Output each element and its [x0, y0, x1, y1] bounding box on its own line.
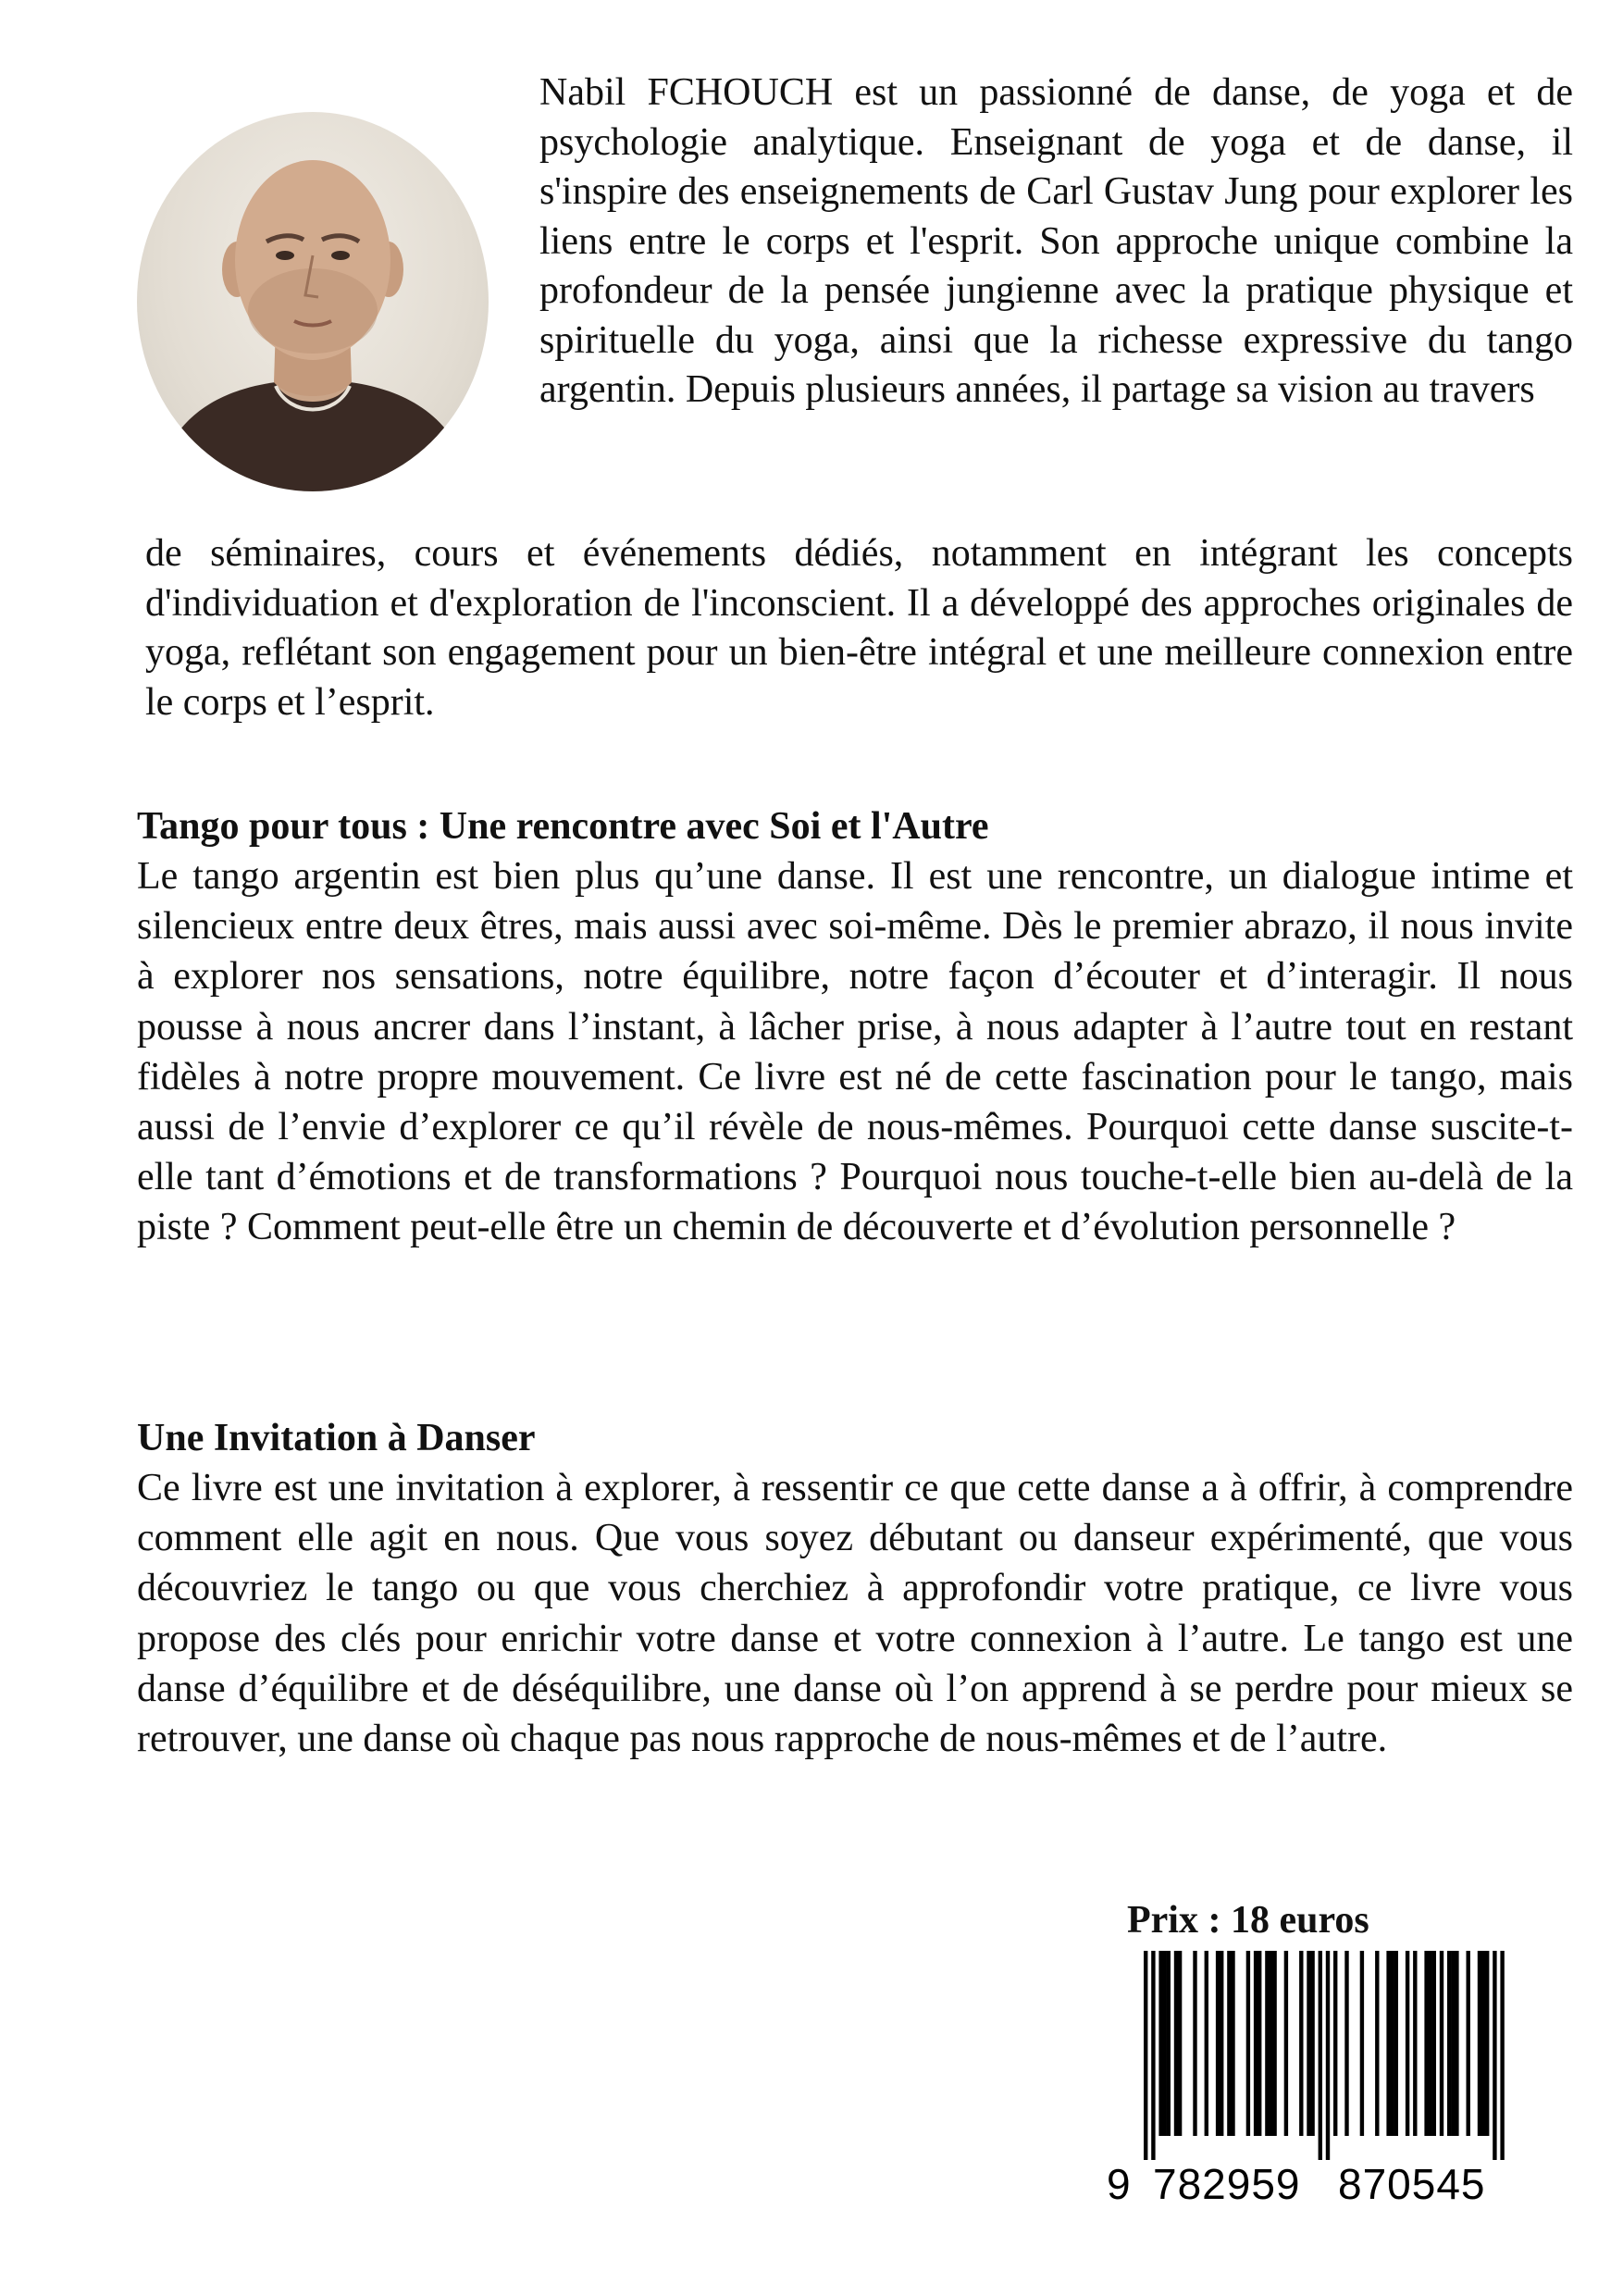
section-tango-pour-tous — [137, 801, 1573, 1253]
barcode-bar — [1205, 1951, 1208, 2136]
barcode-bar — [1360, 1951, 1364, 2136]
barcode-bar — [1258, 1951, 1261, 2136]
author-portrait-icon — [137, 112, 489, 491]
author-bio-intro: Nabil FCHOUCH est un passionné de danse, de yoga et de psychologie analytique. Enseignant de yoga et de danse, il s'inspire des enseignements de Carl Gustav Jung pour explorer les liens entre le corps et l'esprit. Son approche unique combine la profondeur de la pensée jungienne avec la pratique physique et spirituelle du yoga, ainsi que la richesse expressive du tango argentin. Depuis plusieurs années, il partage sa vision au travers — [539, 71, 1573, 411]
barcode-bar — [1481, 1951, 1485, 2136]
barcode-bar — [1333, 1951, 1337, 2136]
barcode-bar — [1432, 1951, 1436, 2136]
barcode-bar — [1485, 1951, 1489, 2136]
barcode-bar — [1284, 1951, 1288, 2136]
barcode-bar — [1451, 1951, 1455, 2136]
barcode-bar — [1391, 1951, 1394, 2136]
barcode-bar — [1158, 1951, 1162, 2136]
barcode-number — [1105, 2156, 1512, 2212]
barcode-bar — [1447, 1951, 1451, 2136]
barcode-bar — [1254, 1951, 1258, 2136]
barcode-bar — [1269, 1951, 1272, 2136]
author-bio-continued: de séminaires, cours et événements dédiés, notamment en intégrant les concepts d'individuation et d'exploration de l'inconscient. Il a développé des approches originales de yoga, reflétant son engagement pour un bien-être intégral et une meilleure connexion entre le corps et l’esprit. — [145, 532, 1573, 724]
barcode-bar — [1231, 1951, 1234, 2136]
barcode-bar — [1493, 1951, 1496, 2160]
barcode-bar — [1272, 1951, 1276, 2136]
section-body: Ce livre est une invitation à explorer, à ressentir ce que cette danse a à offrir, à comprendre comment elle agit en nous. Que vous soyez débutant ou danseur expérimenté, que vous découvriez le tango ou que vous cherchiez à approfondir votre pratique, ce livre vous propose des clés pour enrichir votre danse et votre connexion à l’autre. Le tango est une danse d’équilibre et de déséquilibre, une danse où l’on apprend à se perdre pour mieux se retrouver, une danse où chaque pas nous rapproche de nous-mêmes et de l’autre. — [137, 1467, 1573, 1761]
barcode-bar — [1220, 1951, 1223, 2136]
barcode-bar — [1478, 1951, 1481, 2136]
barcode-bar — [1307, 1951, 1310, 2136]
barcode-digit-first: 9 — [1107, 2160, 1131, 2208]
barcode-bar — [1326, 1951, 1330, 2160]
section-invitation-a-danser — [137, 1413, 1573, 1764]
barcode-bar — [1467, 1951, 1470, 2136]
barcode-bar — [1319, 1951, 1322, 2160]
price-label: Prix : 18 euros — [1127, 1899, 1369, 1942]
barcode-bar — [1151, 1951, 1155, 2160]
section-title: Tango pour tous : Une rencontre avec Soi et l'Autre — [137, 805, 989, 848]
barcode-bar — [1500, 1951, 1504, 2160]
barcode-bar — [1386, 1951, 1390, 2136]
barcode-bar — [1193, 1951, 1196, 2136]
barcode-bar — [1265, 1951, 1269, 2136]
barcode-bar — [1375, 1951, 1379, 2136]
barcode-bar — [1394, 1951, 1398, 2136]
barcode-digits-right: 870545 — [1338, 2160, 1486, 2208]
section-body: Le tango argentin est bien plus qu’une danse. Il est une rencontre, un dialogue intime et silencieux entre deux êtres, mais aussi avec soi-même. Dès le premier abrazo, il nous invite à explorer nos sensations, notre équilibre, notre façon d’écouter et d’interagir. Il nous pousse à nous ancrer dans l’instant, à lâcher prise, à nous adapter à l’autre tout en restant fidèles à notre propre mouvement. Ce livre est né de cette fascination pour le tango, mais aussi de l’envie d’explorer ce qu’il révèle de nous-mêmes. Pourquoi cette danse suscite-t-elle tant d’émotions et de transformations ? Pourquoi nous touche-t-elle bien au-delà de la piste ? Comment peut-elle être un chemin de découverte et d’évolution personnelle ? — [137, 855, 1573, 1249]
barcode-bar — [1455, 1951, 1458, 2136]
barcode-bar — [1413, 1951, 1417, 2136]
barcode — [1105, 1951, 1512, 2219]
section-title: Une Invitation à Danser — [137, 1417, 536, 1459]
barcode-bar — [1178, 1951, 1182, 2136]
barcode-bar — [1299, 1951, 1303, 2136]
barcode-digits-left: 782959 — [1153, 2160, 1301, 2208]
barcode-bar — [1429, 1951, 1432, 2136]
barcode-bar — [1406, 1951, 1409, 2136]
barcode-bar — [1227, 1951, 1231, 2136]
barcode-bar — [1216, 1951, 1220, 2136]
barcode-bar — [1440, 1951, 1443, 2136]
author-portrait-photo — [137, 112, 489, 491]
barcode-bar — [1310, 1951, 1314, 2136]
barcode-bar — [1167, 1951, 1171, 2136]
barcode-bar — [1174, 1951, 1178, 2136]
barcode-bar — [1163, 1951, 1167, 2136]
barcode-bar — [1424, 1951, 1428, 2136]
barcode-bar — [1246, 1951, 1250, 2136]
ean13-barcode-icon — [1105, 1951, 1512, 2166]
barcode-bar — [1344, 1951, 1348, 2136]
barcode-bar — [1144, 1951, 1147, 2160]
